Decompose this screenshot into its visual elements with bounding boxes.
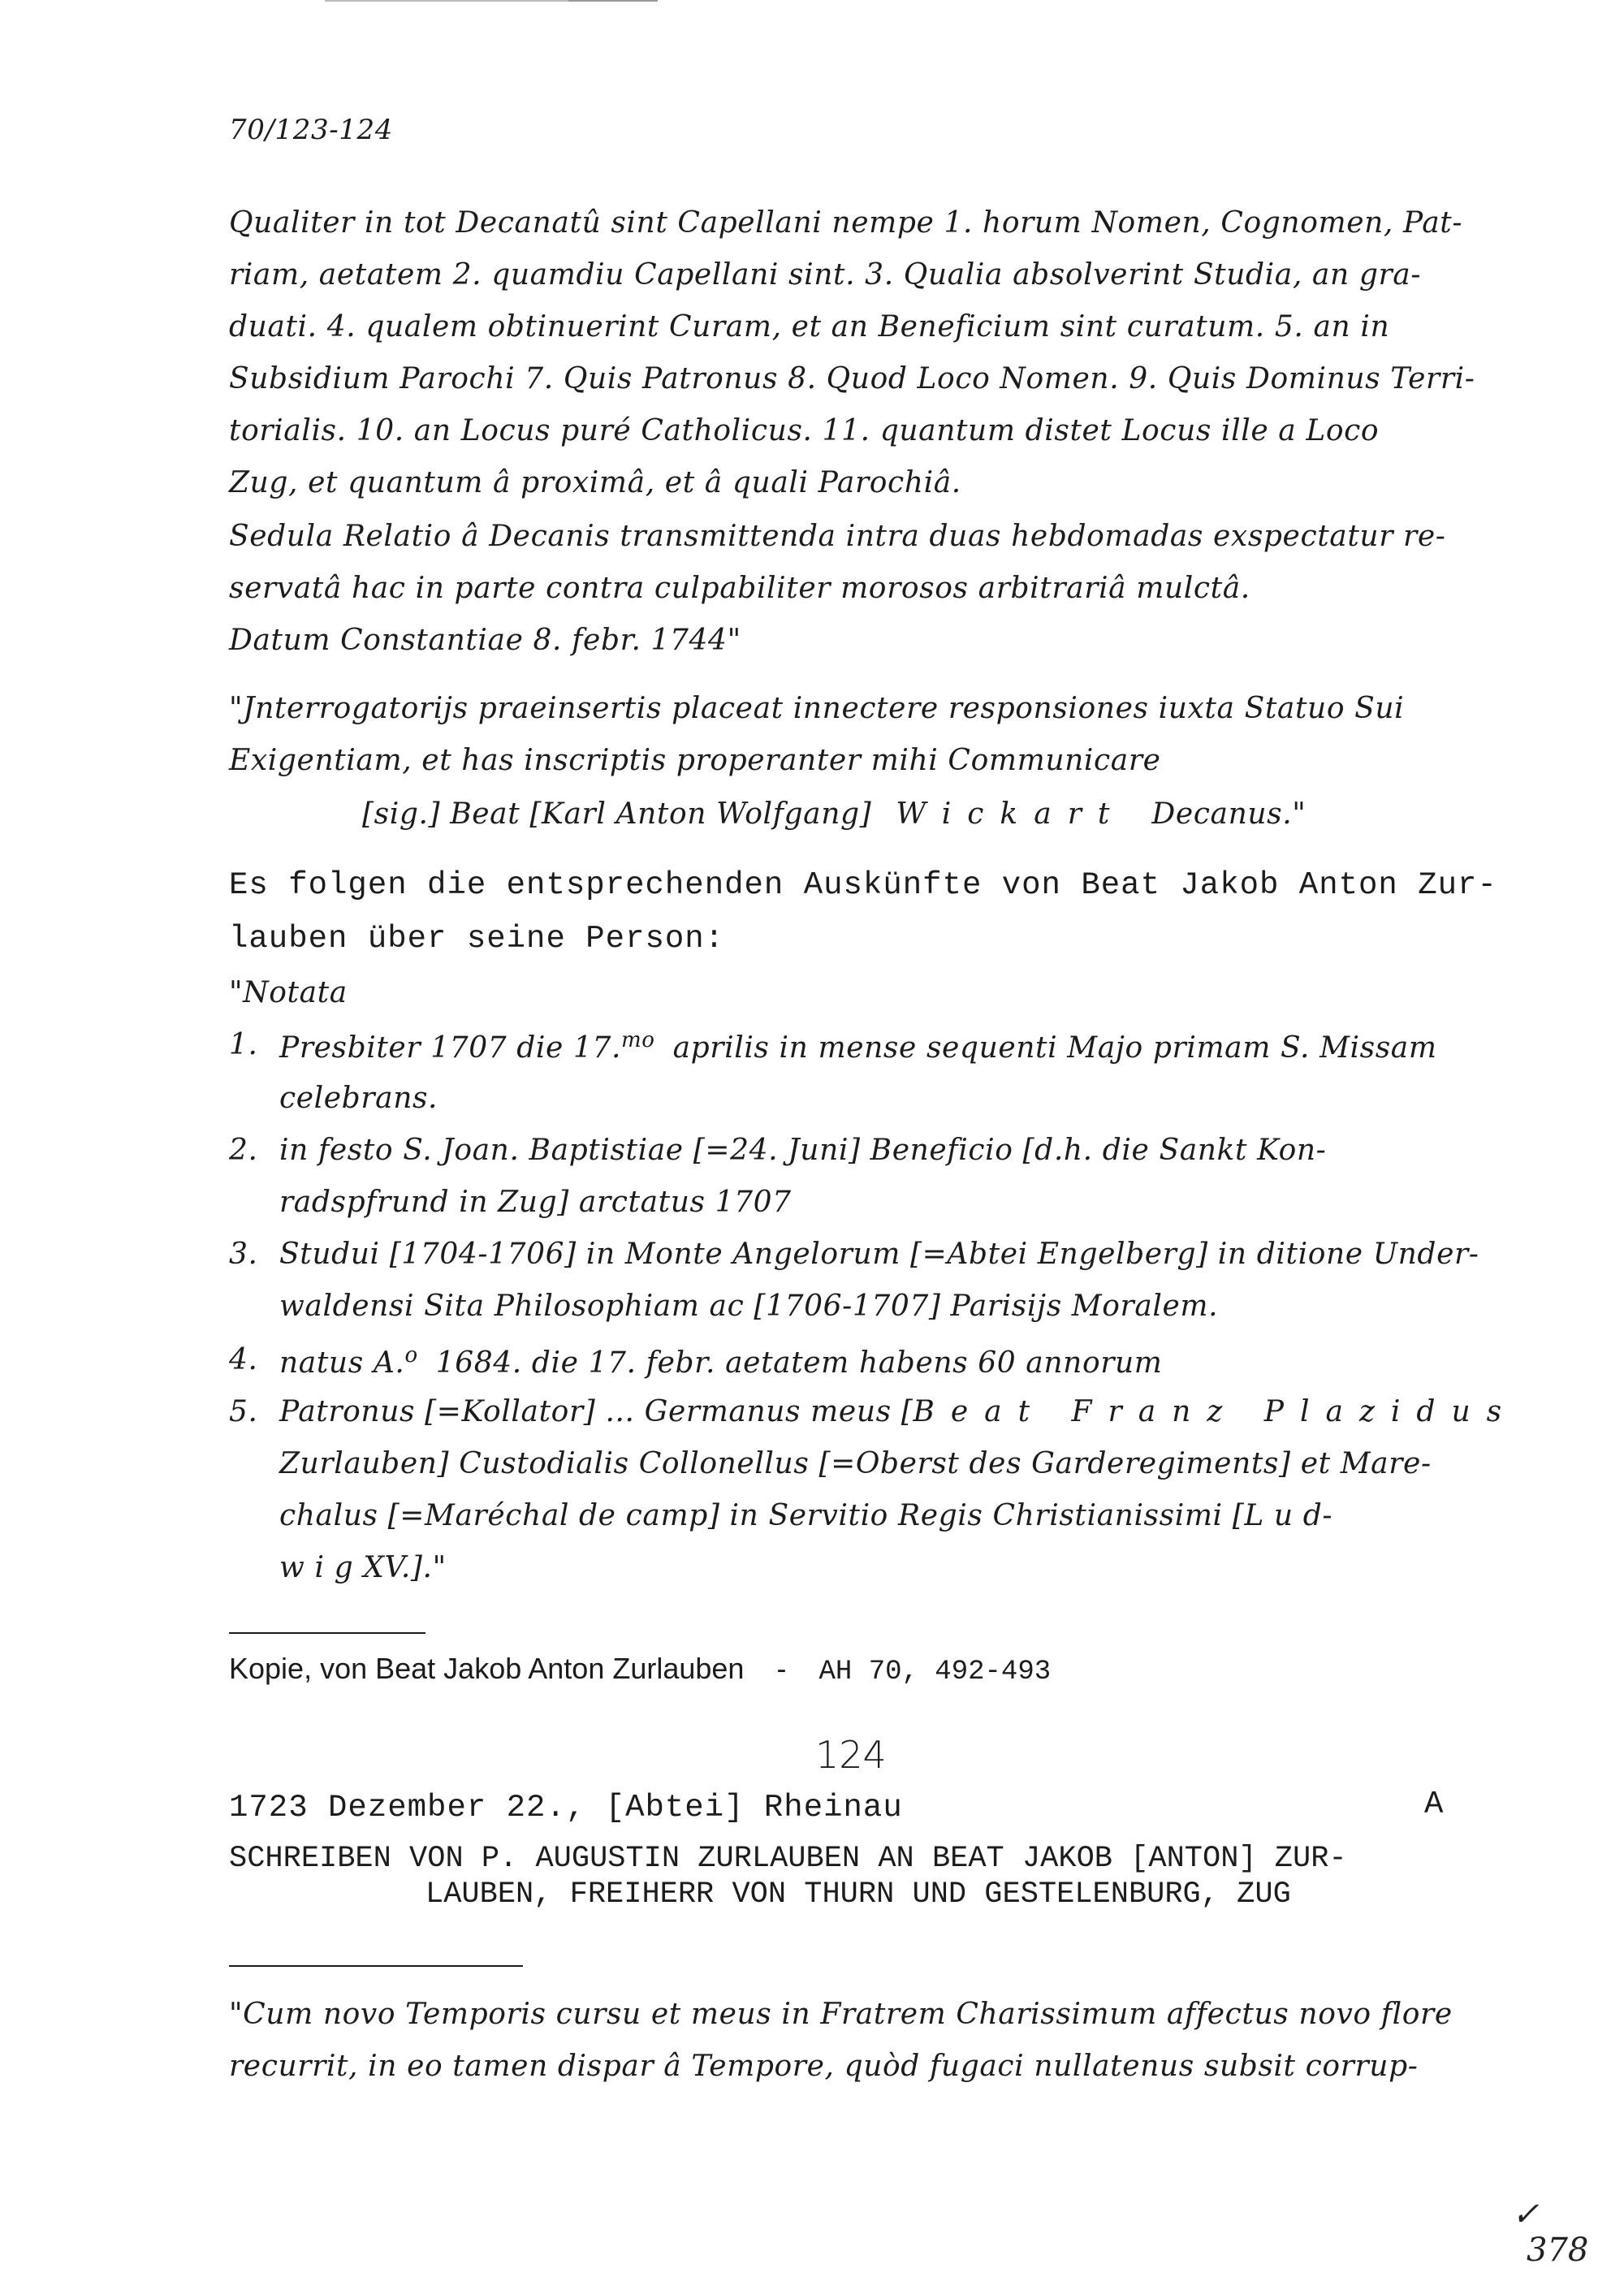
note-number: 1.: [229, 1028, 258, 1061]
document-title: LAUBEN, FREIHERR VON THURN UND GESTELENBURG, ZUG: [425, 1877, 1291, 1912]
note-continuation: Zurlauben] Custodialis Collonellus [=Oberst des Garderegiments] et Mare-: [279, 1447, 1432, 1480]
page-reference: 70/123-124: [229, 114, 393, 146]
spaced-name: Beat Franz Plazidus: [913, 1395, 1518, 1428]
note-continuation: w i g XV.].": [279, 1551, 447, 1584]
intro-line: Es folgen die entsprechenden Auskünfte von Beat Jakob Anton Zur-: [229, 867, 1497, 903]
check-mark: ✓: [1512, 2196, 1540, 2233]
note-superscript: mo: [621, 1028, 655, 1052]
intro-line: lauben über seine Person:: [229, 921, 725, 957]
body-line: riam, aetatem 2. quamdiu Capellani sint. 3. Qualia absolverint Studia, an gra-: [229, 258, 1422, 292]
note-text: Studui [1704-1706] in Monte Angelorum [=Abtei Engelberg] in ditione Under-: [279, 1238, 1479, 1271]
document-number: 124: [815, 1733, 887, 1777]
note-continuation: celebrans.: [279, 1082, 438, 1115]
source-note: [229, 1652, 1051, 1687]
body-line: Sedula Relatio â Decanis transmittenda intra duas hebdomadas exspectatur re-: [229, 520, 1446, 553]
body-line: Subsidium Parochi 7. Quis Patronus 8. Quod Loco Nomen. 9. Quis Dominus Terri-: [229, 362, 1475, 395]
signature-title: Decanus.": [1151, 797, 1307, 831]
document-marker: A: [1424, 1787, 1445, 1822]
body-line: servatâ hac in parte contra culpabiliter morosos arbitrariâ mulctâ.: [229, 572, 1250, 605]
note-5: [279, 1395, 1518, 1428]
document-text: recurrit, in eo tamen dispar â Tempore, quòd fugaci nullatenus subsit corrup-: [229, 2050, 1419, 2083]
handwritten-page-number: 378: [1527, 2232, 1589, 2269]
note-continuation: waldensi Sita Philosophiam ac [1706-1707] Parisijs Moralem.: [279, 1290, 1219, 1323]
interrogatory-line: Exigentiam, et has inscriptis properanter mihi Communicare: [229, 744, 1161, 777]
signature-name: Wickart: [896, 797, 1126, 831]
note-1: [279, 1028, 1437, 1065]
source-text: Kopie, von Beat Jakob Anton Zurlauben: [229, 1652, 745, 1685]
document-date-place: 1723 Dezember 22., [Abtei] Rheinau: [229, 1790, 903, 1825]
note-number: 3.: [229, 1238, 258, 1271]
signature-line: [362, 797, 1306, 831]
notata-heading: "Notata: [229, 976, 348, 1009]
body-line: Datum Constantiae 8. febr. 1744": [229, 624, 741, 657]
body-line: Qualiter in tot Decanatû sint Capellani nempe 1. horum Nomen, Cognomen, Pat-: [229, 206, 1463, 240]
body-line: Zug, et quantum â proximâ, et â quali Parochiâ.: [229, 466, 961, 499]
body-line: torialis. 10. an Locus puré Catholicus. 11. quantum distet Locus ille a Loco: [229, 414, 1380, 447]
note-number: 5.: [229, 1395, 258, 1428]
note-continuation: chalus [=Maréchal de camp] in Servitio Regis Christianissimi [L u d-: [279, 1499, 1333, 1532]
source-dash: -: [776, 1652, 787, 1685]
interrogatory-line: "Jnterrogatorijs praeinsertis placeat innectere responsiones iuxta Statuo Sui: [229, 692, 1405, 725]
note-text: Presbiter 1707 die 17.: [279, 1031, 622, 1065]
note-text: aprilis in mense sequenti Majo primam S. Missam: [672, 1031, 1437, 1065]
document-title: SCHREIBEN VON P. AUGUSTIN ZURLAUBEN AN BEAT JAKOB [ANTON] ZUR-: [229, 1842, 1347, 1876]
source-rule: [229, 1632, 425, 1634]
signature-prefix: [sig.] Beat [Karl Anton Wolfgang]: [362, 797, 872, 831]
note-continuation: radspfrund in Zug] arctatus 1707: [279, 1186, 792, 1219]
document-text: "Cum novo Temporis cursu et meus in Fratrem Charissimum affectus novo flore: [229, 1998, 1453, 2031]
note-number: 2.: [229, 1134, 258, 1167]
text-rule: [229, 1965, 523, 1967]
note-superscript: o: [404, 1343, 418, 1367]
note-4: [279, 1343, 1163, 1380]
note-number: 4.: [229, 1343, 258, 1376]
note-text: 1684. die 17. febr. aetatem habens 60 annorum: [435, 1346, 1163, 1380]
note-text: natus A.: [279, 1346, 405, 1380]
body-line: duati. 4. qualem obtinuerint Curam, et an Beneficium sint curatum. 5. an in: [229, 310, 1390, 343]
note-text: in festo S. Joan. Baptistiae [=24. Juni] Beneficio [d.h. die Sankt Kon-: [279, 1134, 1327, 1167]
scan-edge: [568, 0, 658, 2]
note-text: Patronus [=Kollator] ... Germanus meus [: [279, 1395, 914, 1428]
source-reference: AH 70, 492-493: [818, 1657, 1052, 1687]
